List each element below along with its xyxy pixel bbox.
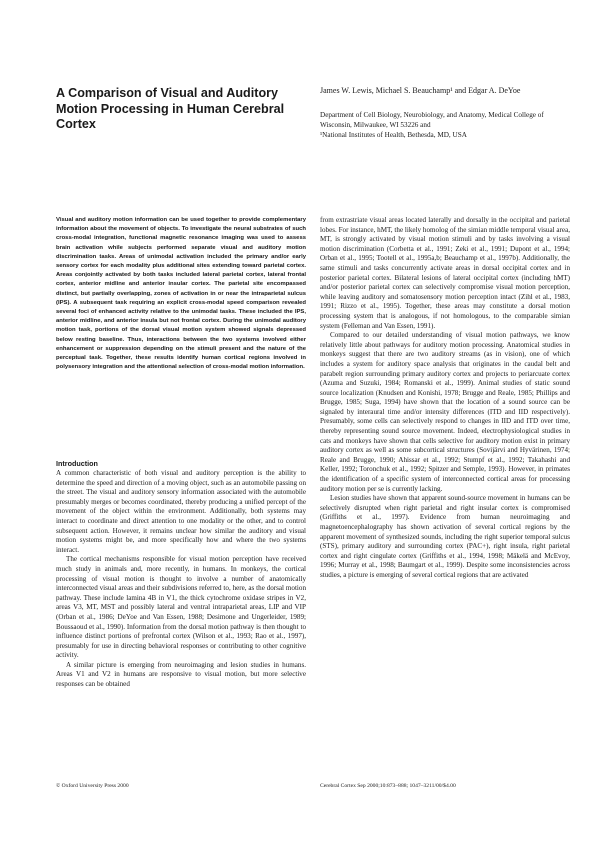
body-paragraph: The cortical mechanisms responsible for visual motion perception have received much study in animals and, more recently, in humans. In monkeys, the cortical processing of visual motion is thought to involve a number of anatomically interconnected visual areas and their subdivisions referred to, here, as the dorsal motion pathway. These include lamina 4B in V1, the thick cytochrome oxidase stripes in V2, areas V3, MT, MST and possibly lateral and ventral intraparietal areas, LIP and VIP (Orban et al., 1986; DeYoe and Van Essen, 1988; Desimone and Ungerleider, 1989; Boussaoud et al., 1990). Information from the dorsal motion pathway is then thought to influence distinct portions of prefrontal cortex (Wilson et al., 1993; Rao et al., 1997), presumably for use in directing behavioral responses or contributing to other cognitive activity. (56, 555, 306, 660)
body-paragraph: from extrastriate visual areas located laterally and dorsally in the occipital and parietal lobes. For instance, hMT, the likely homolog of the simian middle temporal visual area, MT, is strongly activated by visual motion stimuli and by tasks involving a visual motion discrimination (Corbetta et al., 1991; Zeki et al., 1991; Dupont et al., 1994; Orban et al., 1995; Tootell et al., 1995a,b; Beauchamp et al., 1997b). Additionally, the same stimuli and tasks concurrently activate areas in dorsal occipital cortex and in posterior parietal cortex. Bilateral lesions of lateral occipital cortex (including hMT) and/or posterior parietal cortex can selectively compromise visual motion perception, while leaving auditory and somatosensory motion perception intact (Zihl et al., 1983, 1991; Rizzo et al., 1995). Together, these areas may constitute a dorsal motion processing system that is analogous, if not homologous, to the comparable simian system (Felleman and Van Essen, 1991). (320, 216, 570, 330)
copyright-footer: © Oxford University Press 2000 (56, 783, 129, 789)
affiliations (320, 110, 570, 140)
abstract: Visual and auditory motion information can be used together to provide complementary information about the movement of objects. To investigate the neural substrates of such cross-modal integration, functional magnetic resonance imaging was used to assess brain activation while subjects performed separate visual and auditory motion discrimination tasks. Areas of unimodal activation included the primary and/or early sensory cortex for each modality plus additional sites extending toward parietal cortex. Areas conjointly activated by both tasks included lateral parietal cortex, lateral frontal cortex, anterior midline and anterior insular cortex. The parietal site encompassed distinct, but partially overlapping, zones of activation in or near the intraparietal sulcus (IPS). A subsequent task requiring an explicit cross-modal speed comparison revealed several foci of enhanced activity relative to the unimodal tasks. These included the IPS, anterior midline, and anterior insula but not frontal cortex. During the unimodal auditory motion task, portions of the dorsal visual motion system showed signals depressed below resting baseline. Thus, interactions between the two systems involved either enhancement or suppression depending on the stimuli present and the nature of the perceptual task. Together, these results identify human cortical regions involved in polysensory integration and the attentional selection of cross-modal motion information. (56, 217, 306, 371)
affiliation-2: ¹National Institutes of Health, Bethesda, MD, USA (320, 131, 467, 139)
journal-citation-footer: Cerebral Cortex Sep 2000;10:873–888; 1047–3211/00/$4.00 (320, 783, 456, 789)
body-paragraph: Compared to our detailed understanding of visual motion pathways, we know relatively little about pathways for auditory motion processing. Anatomical studies in monkeys suggest that there are two auditory streams (as in vision), one of which includes a system for auditory space analysis that originates in the caudal belt and parabelt region surrounding primary auditory cortex and projects to periarcuate cortex (Azuma and Suzuki, 1984; Romanski et al., 1999). Animal studies of static sound source localization (Knudsen and Konishi, 1978; Brugge and Reale, 1985; Phillips and Brugge, 1985; Suga, 1994) have shown that the location of a sound source can be signaled by interaural time and/or intensity differences (ITD and IID respectively). Presumably, some cells can selectively respond to changes in IID and ITD over time, thereby representing sound source movement. Indeed, electrophysiological studies in cats and monkeys have shown that cells selective for auditory motion exist in primary auditory cortex as well as some subcortical structures (Sovijärvi and Hyvärinen, 1974; Reale and Brugge, 1990; Ahissar et al., 1992; Stumpf et al., 1992; Takahashi and Keller, 1992; Toronchuk et al., 1992; Spitzer and Semple, 1993). However, in primates the identification of a specific system of interconnected cortical areas for processing auditory motion per se is currently lacking. (320, 331, 570, 493)
article-title: A Comparison of Visual and Auditory Motion Processing in Human Cerebral Cortex (56, 86, 285, 131)
section-heading-introduction: Introduction (56, 459, 98, 468)
body-paragraph: Lesion studies have shown that apparent sound-source movement in humans can be selectively disrupted when right parietal and right insular cortex is compromised (Griffiths et al., 1997). Evidence from human neuroimaging and magnetoencephalography has shown activation of several cortical regions by the apparent movement of synthesized sounds, including the right superior temporal sulcus (STS), primary auditory and surrounding cortex (PAC+), right insula, right parietal cortex and right cingulate cortex (Griffiths et al., 1994, 1998; Mäkelä and McEvoy, 1996; Murray et al., 1998; Baumgart et al., 1999). Despite some inconsistencies across studies, a picture is emerging of several cortical regions that are activated (320, 494, 570, 579)
body-column-right (320, 216, 570, 581)
affiliation-1: Department of Cell Biology, Neurobiology, and Anatomy, Medical College of Wisconsin, Milwaukee, WI 53226 and (320, 111, 544, 129)
body-paragraph: A common characteristic of both visual and auditory perception is the ability to determine the speed and direction of a moving object, such as an automobile passing on the street. The visual and auditory sensory information associated with the automobile presumably merges or becomes coordinated, thereby producing a unified percept of the movement of the object within the environment. Additionally, both systems may interact to coordinate and direct attention to one modality or the other, and to control subsequent action. However, it remains unclear how similar the auditory and visual motion systems might be, and more specifically how and where the two systems interact. (56, 469, 306, 554)
body-paragraph: A similar picture is emerging from neuroimaging and lesion studies in humans. Areas V1 and V2 in humans are responsive to visual motion, but more selective responses can be obtained (56, 660, 306, 689)
body-column-left (56, 459, 306, 690)
author-list: James W. Lewis, Michael S. Beauchamp¹ and Edgar A. DeYoe (320, 86, 521, 95)
